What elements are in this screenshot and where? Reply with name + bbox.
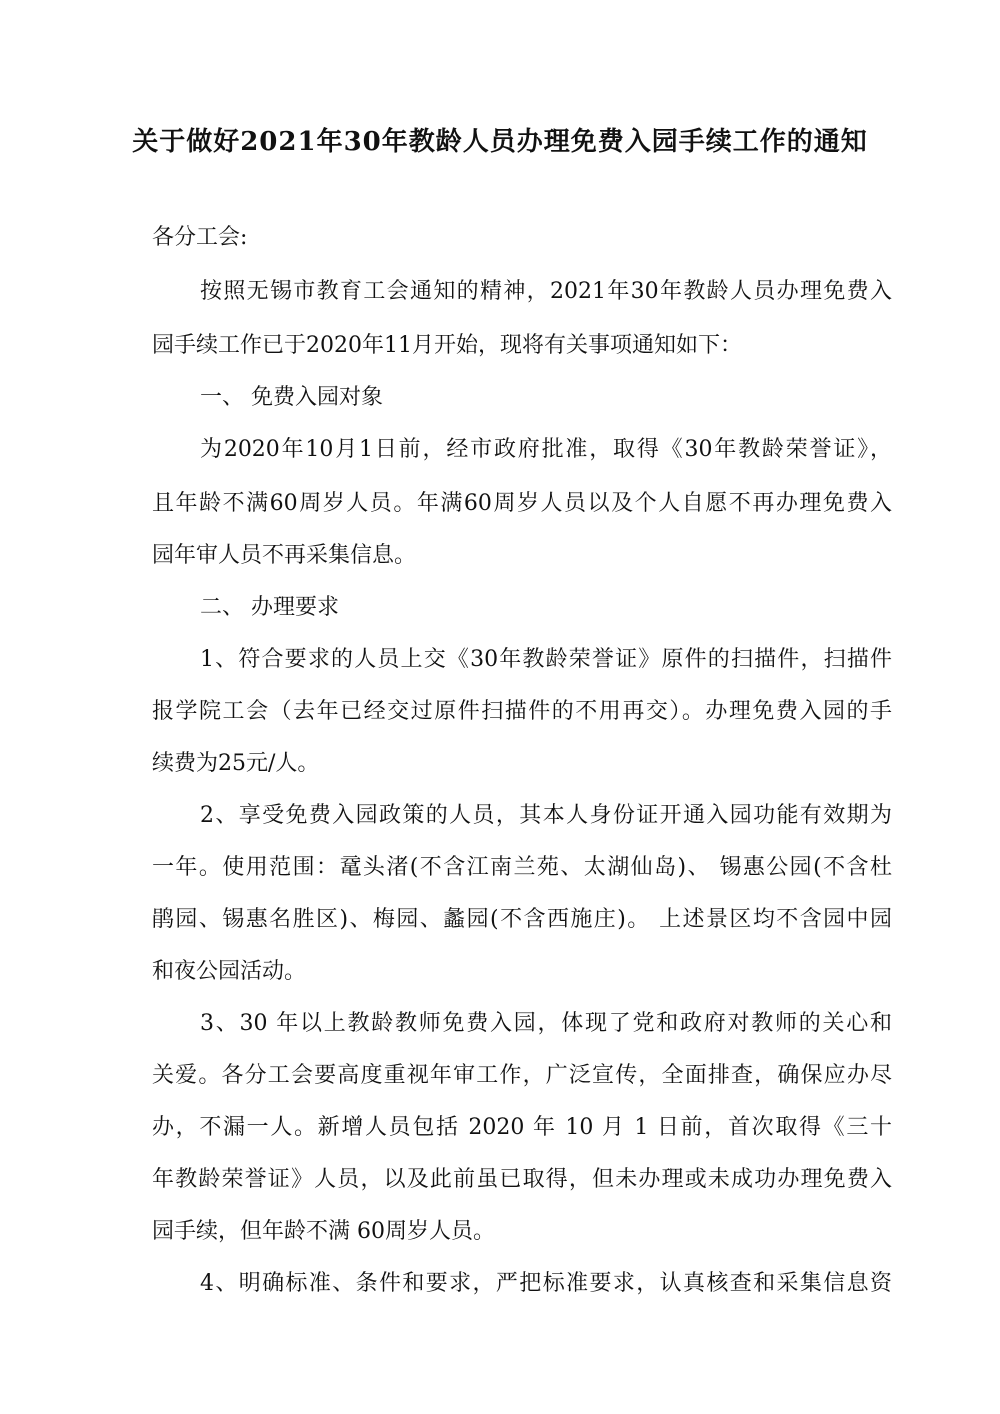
paragraph-line: 一年。使用范围：鼋头渚(不含江南兰苑、太湖仙岛)、 锡惠公园(不含杜 bbox=[152, 855, 892, 880]
intro-line: 园手续工作已于2020年11月开始，现将有关事项通知如下： bbox=[152, 333, 742, 358]
paragraph-line: 且年龄不满60周岁人员。年满60周岁人员以及个人自愿不再办理免费入 bbox=[152, 491, 892, 516]
paragraph-line: 1、符合要求的人员上交《30年教龄荣誉证》原件的扫描件，扫描件 bbox=[200, 647, 892, 672]
paragraph-line: 办，不漏一人。新增人员包括 2020 年 10 月 1 日前，首次取得《三十 bbox=[152, 1115, 892, 1140]
paragraph-line: 3、30 年以上教龄教师免费入园，体现了党和政府对教师的关心和 bbox=[200, 1011, 892, 1036]
paragraph-line: 和夜公园活动。 bbox=[152, 959, 307, 984]
paragraph-line: 年教龄荣誉证》人员，以及此前虽已取得，但未办理或未成功办理免费入 bbox=[152, 1167, 892, 1192]
document-title: 关于做好2021年30年教龄人员办理免费入园手续工作的通知 bbox=[132, 127, 868, 157]
section-heading: 二、 办理要求 bbox=[200, 595, 339, 620]
paragraph-line: 为2020年10月1日前，经市政府批准，取得《30年教龄荣誉证》， bbox=[200, 437, 892, 462]
salutation: 各分工会: bbox=[152, 225, 248, 250]
paragraph-line: 关爱。各分工会要高度重视年审工作，广泛宣传，全面排查，确保应办尽 bbox=[152, 1063, 892, 1088]
paragraph-line: 4、明确标准、条件和要求，严把标准要求，认真核查和采集信息资 bbox=[200, 1271, 892, 1296]
paragraph-line: 园年审人员不再采集信息。 bbox=[152, 543, 417, 568]
paragraph-line: 鹃园、锡惠名胜区)、梅园、蠡园(不含西施庄)。 上述景区均不含园中园 bbox=[152, 907, 892, 932]
intro-line: 按照无锡市教育工会通知的精神，2021年30年教龄人员办理免费入 bbox=[200, 279, 893, 304]
paragraph-line: 园手续，但年龄不满 60周岁人员。 bbox=[152, 1219, 495, 1244]
section-heading: 一、 免费入园对象 bbox=[200, 385, 383, 410]
paragraph-line: 续费为25元/人。 bbox=[152, 751, 320, 776]
paragraph-line: 2、享受免费入园政策的人员，其本人身份证开通入园功能有效期为 bbox=[200, 803, 892, 828]
paragraph-line: 报学院工会（去年已经交过原件扫描件的不用再交）。办理免费入园的手 bbox=[152, 699, 892, 724]
